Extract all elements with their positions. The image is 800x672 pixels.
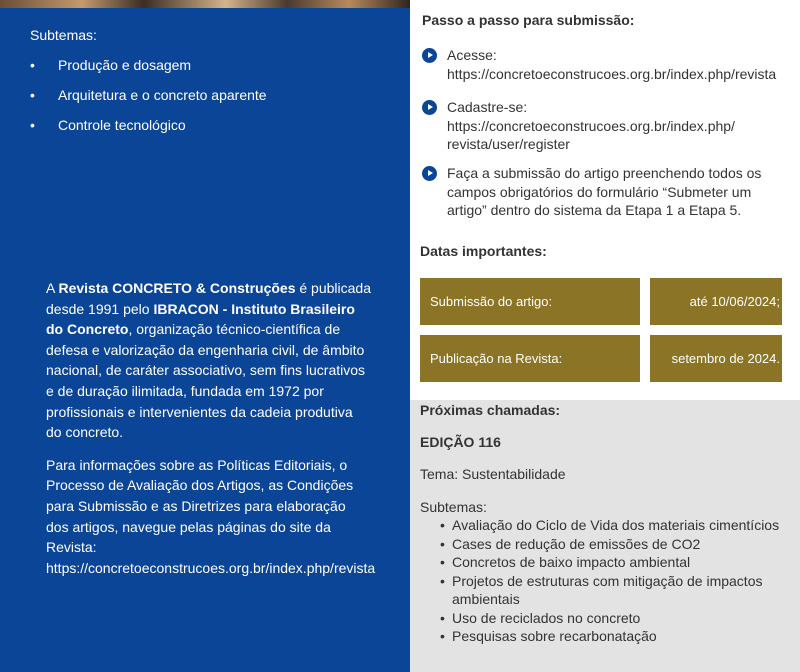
about-paragraph: A Revista CONCRETO & Construções é publicada desde 1991 pelo IBRACON - Instituto Brasileiro do Concreto, organização técnico-científica de defesa e valorização da engenharia civil, de âmbito nacional, de caráter associativo, sem fins lucrativos e de duração ilimitada, fundada em 1972 por profissionais e intervenientes da cadeia produtiva do concreto. — [46, 280, 371, 441]
date-label-publicacao: Publicação na Revista: — [420, 335, 640, 382]
date-value-submissao: até 10/06/2024; — [650, 278, 782, 325]
theme-text: Tema: Sustentabilidade — [420, 466, 566, 482]
subtemas-label: Subtemas: — [420, 499, 487, 515]
list-item: • Produção e dosagem — [30, 57, 192, 73]
play-arrow-icon — [422, 166, 437, 181]
bullet-icon: • — [440, 609, 445, 626]
subtemas-label: Subtemas: — [30, 27, 97, 43]
edition-title: EDIÇÃO 116 — [420, 434, 501, 450]
list-item: • Arquitetura e o concreto aparente — [30, 87, 267, 103]
list-item: • Concretos de baixo impacto ambiental — [440, 554, 691, 570]
date-label-submissao: Submissão do artigo: — [420, 278, 640, 325]
bullet-icon: • — [30, 57, 35, 73]
bullet-icon: • — [440, 517, 445, 533]
date-value-publicacao: setembro de 2024. — [650, 335, 782, 382]
bullet-icon: • — [30, 117, 35, 133]
step-item: Cadastre-se: https://concretoeconstrucoes.org.br/index.php/ revista/user/register — [422, 98, 792, 154]
about-text — [46, 278, 376, 590]
info-paragraph: Para informações sobre as Políticas Editoriais, o Processo de Avaliação dos Artigos, as Condições para Submissão e as Diretrizes para elaboração dos artigos, navegue pelas páginas do site da Revista: https://concretoeconstrucoes.org.br/index.php/revista — [46, 456, 376, 576]
proximas-chamadas-panel — [410, 400, 800, 672]
proximas-subtemas-list — [440, 516, 785, 646]
bullet-icon: • — [440, 535, 445, 552]
list-item: • Uso de reciclados no concreto — [440, 609, 641, 626]
list-item: • Pesquisas sobre recarbonatação — [440, 628, 657, 644]
list-item: • Projetos de estruturas com mitigação de impactos ambientais — [440, 572, 763, 607]
list-item: • Cases de redução de emissões de CO2 — [440, 535, 701, 552]
subtemas-list — [30, 55, 267, 145]
bullet-icon: • — [30, 87, 35, 103]
bullet-icon: • — [440, 572, 445, 589]
step-item: Acesse: https://concretoeconstrucoes.org.br/index.php/revista — [422, 46, 792, 83]
proximas-title: Próximas chamadas: — [420, 402, 561, 418]
bullet-icon: • — [440, 628, 445, 644]
step-item: Faça a submissão do artigo preenchendo todos os campos obrigatórios do formulário “Submeter um artigo” dentro do sistema da Etapa 1 a Etapa 5. — [422, 164, 792, 220]
play-arrow-icon — [422, 100, 437, 115]
bullet-icon: • — [440, 554, 445, 570]
header-photo — [0, 0, 410, 8]
steps-title: Passo a passo para submissão: — [422, 12, 635, 28]
list-item: • Controle tecnológico — [30, 117, 186, 133]
list-item: • Avaliação do Ciclo de Vida dos materiais cimentícios — [440, 517, 780, 533]
dates-title: Datas importantes: — [420, 243, 547, 259]
play-arrow-icon — [422, 48, 437, 63]
